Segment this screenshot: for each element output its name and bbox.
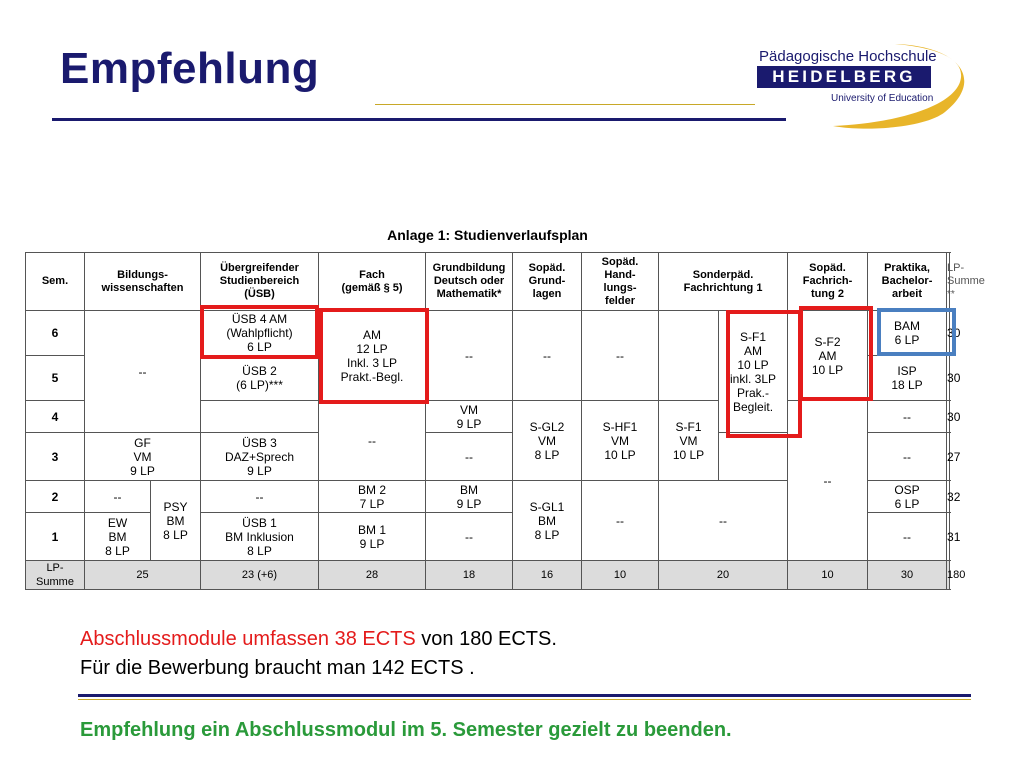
sum-shf: 10 <box>582 561 659 590</box>
grund-bm-text: BM 9 LP <box>456 482 482 511</box>
uesb3-text: ÜSB 3 DAZ+Sprech 9 LP <box>225 435 295 478</box>
sf1-vm-cell <box>659 401 719 481</box>
grund-bm-cell <box>426 481 513 513</box>
header-grund-text: Grundbildung Deutsch oder Mathematik* <box>432 262 506 300</box>
sf1-spacer-top <box>659 311 719 401</box>
grund-top: -- <box>426 311 513 401</box>
uesb2-text: ÜSB 2 (6 LP)*** <box>236 364 283 392</box>
sum-sgl: 16 <box>513 561 582 590</box>
note-ects-rest: von 180 ECTS. <box>415 628 557 650</box>
sf2-bot: -- <box>788 401 868 561</box>
header-sf1 <box>659 253 788 311</box>
uesb3-cell <box>201 433 319 481</box>
note-ects-highlight: Abschlussmodule umfassen 38 ECTS <box>80 628 416 650</box>
sum-sf2: 10 <box>788 561 868 590</box>
sem-1: 1 <box>26 513 85 561</box>
sf1-bot: -- <box>659 481 788 561</box>
header-sf2 <box>788 253 868 311</box>
sum-grund: 18 <box>426 561 513 590</box>
bild-ew-text: EW BM 8 LP <box>105 515 130 558</box>
header-prak <box>868 253 947 311</box>
shf-bot: -- <box>582 481 659 561</box>
sem-2: 2 <box>26 481 85 513</box>
note-application: Für die Bewerbung braucht man 142 ECTS . <box>80 657 475 679</box>
sf1-spacer-3 <box>719 433 788 481</box>
header-sf2-text: Sopäd. Fachrich- tung 2 <box>802 262 853 300</box>
fach-bm1-text: BM 1 9 LP <box>358 522 387 551</box>
grund-vm-text: VM 9 LP <box>456 402 482 431</box>
shf-hf1-text: S-HF1 VM 10 LP <box>602 419 638 462</box>
prak-bam-text: BAM 6 LP <box>894 319 921 347</box>
page-title: Empfehlung <box>60 44 320 93</box>
highlight-bam <box>877 308 956 356</box>
header-bildung <box>85 253 201 311</box>
grund-3: -- <box>426 433 513 481</box>
sgl-gl1-cell <box>513 481 582 561</box>
shf-hf1-cell <box>582 401 659 481</box>
bild-psy-cell <box>151 481 201 561</box>
lp-6: 30 <box>947 311 950 356</box>
fach-mid: -- <box>319 401 426 481</box>
bild-2a: -- <box>85 481 151 513</box>
logo-line-3: University of Education <box>831 93 934 104</box>
lp-5: 30 <box>947 356 950 401</box>
uesb1-text: ÜSB 1 BM Inklusion 8 LP <box>225 515 294 558</box>
header-lp <box>947 253 985 311</box>
grund-1: -- <box>426 513 513 561</box>
highlight-sf2 <box>799 306 873 401</box>
header-uesb <box>201 253 319 311</box>
logo-line-2: HEIDELBERG <box>757 66 931 88</box>
header-grund <box>426 253 513 311</box>
title-rule <box>52 118 786 121</box>
uesb2-cell <box>201 356 319 401</box>
lp-4: 30 <box>947 401 950 433</box>
fach-bm2-cell <box>319 481 426 513</box>
grund-vm-cell <box>426 401 513 433</box>
sem-6: 6 <box>26 311 85 356</box>
sem-3: 3 <box>26 433 85 481</box>
shf-top: -- <box>582 311 659 401</box>
fach-bm1-cell <box>319 513 426 561</box>
sum-label: LP- Summe <box>36 562 74 588</box>
highlight-sf1 <box>726 310 802 438</box>
bild-gf-cell <box>85 433 201 481</box>
prak-osp-cell <box>868 481 947 513</box>
sum-row <box>26 561 950 590</box>
sgl-gl2-text: S-GL2 VM 8 LP <box>529 419 565 462</box>
bild-ew-cell <box>85 513 151 561</box>
lp-2: 32 <box>947 481 950 513</box>
header-sgl-text: Sopäd. Grund- lagen <box>528 262 566 300</box>
bild-psy-text: PSY BM 8 LP <box>163 499 188 542</box>
header-prak-text: Praktika, Bachelor- arbeit <box>881 262 933 300</box>
bottom-rule-thin <box>78 699 971 700</box>
header-sgl <box>513 253 582 311</box>
note-ects-total <box>80 628 557 651</box>
sf1-sf1-text: S-F1 AM 10 LP inkl. 3LP Prak.- Begleit. <box>730 329 777 414</box>
header-uesb-text: Übergreifender Studienbereich (ÜSB) <box>219 262 300 300</box>
header-lp-note: ** <box>947 289 955 300</box>
header-sem: Sem. <box>26 253 85 311</box>
uesb-2: -- <box>201 481 319 513</box>
bild-gf-text: GF VM 9 LP <box>130 435 155 478</box>
logo-line-1: Pädagogische Hochschule <box>759 48 937 65</box>
prak-isp-text: ISP 18 LP <box>891 364 923 392</box>
uesb4-spacer <box>201 401 319 433</box>
prak-osp-text: OSP 6 LP <box>894 482 920 511</box>
uesb4-text: ÜSB 4 AM (Wahlpflicht) 6 LP <box>226 312 293 354</box>
lp-3: 27 <box>947 433 950 481</box>
sum-fach: 28 <box>319 561 426 590</box>
prak-3: -- <box>868 433 947 481</box>
header-row <box>26 253 950 311</box>
sgl-gl1-text: S-GL1 BM 8 LP <box>529 499 565 542</box>
header-shf <box>582 253 659 311</box>
prak-1: -- <box>868 513 947 561</box>
sum-uesb: 23 (+6) <box>201 561 319 590</box>
bottom-rule <box>78 694 971 697</box>
prak-isp-cell <box>868 356 947 401</box>
highlight-uesb4 <box>200 305 319 359</box>
prak-4: -- <box>868 401 947 433</box>
header-shf-text: Sopäd. Hand- lungs- felder <box>601 255 639 307</box>
sum-prak: 30 <box>868 561 947 590</box>
header-fach <box>319 253 426 311</box>
highlight-fach-am <box>319 308 429 404</box>
header-sf1-text: Sonderpäd. Fachrichtung 1 <box>683 268 763 294</box>
plan-title: Anlage 1: Studienverlaufsplan <box>387 227 588 243</box>
title-rule-thin <box>375 104 755 105</box>
sum-label-cell <box>26 561 85 590</box>
sf2-am-text: S-F2 AM 10 LP <box>811 334 844 377</box>
recommendation-text: Empfehlung ein Abschlussmodul im 5. Semester gezielt zu beenden. <box>80 719 732 741</box>
fach-am-text: AM 12 LP Inkl. 3 LP Prakt.-Begl. <box>340 327 404 384</box>
header-fach-text: Fach (gemäß § 5) <box>341 268 403 294</box>
sem-4: 4 <box>26 401 85 433</box>
lp-1: 31 <box>947 513 950 561</box>
bild-top: -- <box>85 311 201 433</box>
sum-sf1: 20 <box>659 561 788 590</box>
sem-5: 5 <box>26 356 85 401</box>
fach-bm2-text: BM 2 7 LP <box>358 482 387 511</box>
header-bildung-text: Bildungs- wissenschaften <box>101 268 184 294</box>
sgl-gl2-cell <box>513 401 582 481</box>
sf1-vm-text: S-F1 VM 10 LP <box>672 419 705 462</box>
sum-bild: 25 <box>85 561 201 590</box>
uesb1-cell <box>201 513 319 561</box>
study-plan-table <box>25 252 985 590</box>
sgl-top: -- <box>513 311 582 401</box>
sum-total: 180 <box>947 561 950 590</box>
university-logo <box>745 40 977 132</box>
header-lp-text: LP- Summe <box>947 262 985 287</box>
